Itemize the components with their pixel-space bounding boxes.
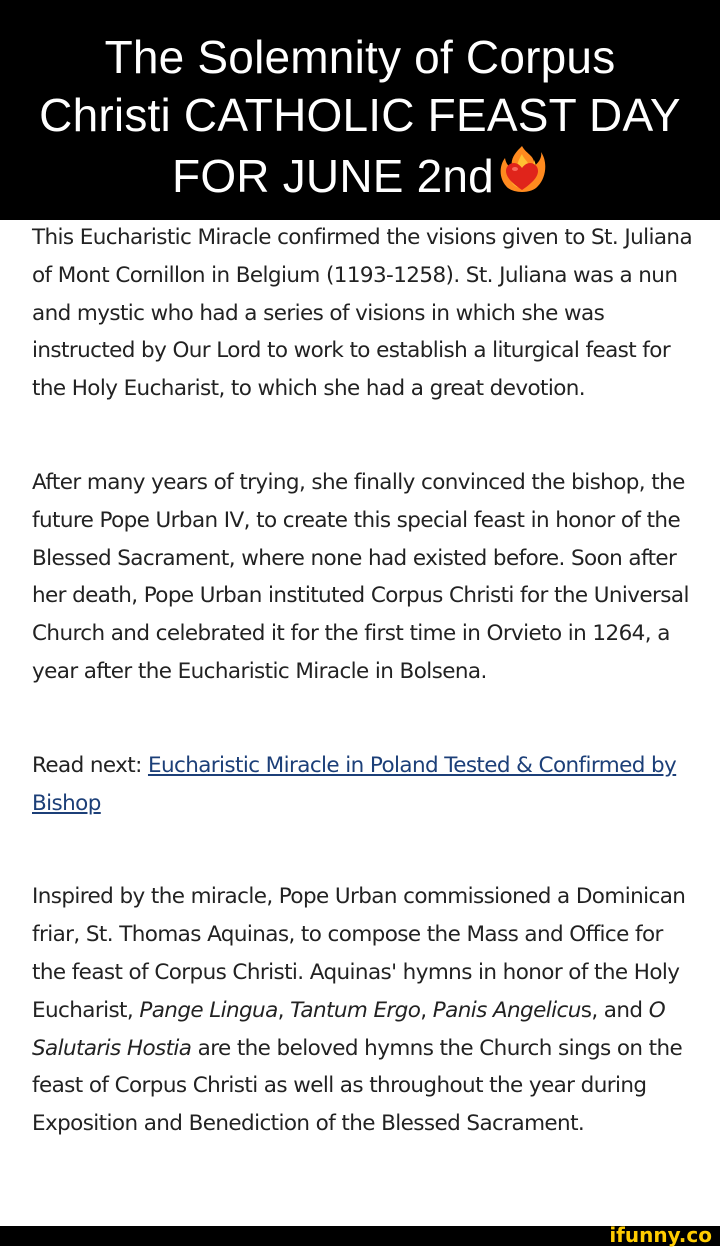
hymn-panis-angelicus: Panis Angelicu	[432, 997, 581, 1023]
paragraph-pope-urban: After many years of trying, she finally convinced the bishop, the future Pope Urban IV, to create this special feast in honor of the Blessed Sacrament, where none had existed before. Soon after her death, Pope Urban instituted Corpus Christi for the Universal Church and celebrated it for the first time in Orvieto in 1264, a year after the Eucharistic Miracle in Bolsena.	[32, 469, 689, 684]
read-next-link[interactable]: Eucharistic Miracle in Poland Tested & Confirmed by Bishop	[32, 752, 677, 816]
title-line-1: The Solemnity of Corpus	[104, 31, 616, 83]
aquinas-text-1: Inspired by the miracle, Pope Urban commissioned a Dominican friar, St. Thomas Aquinas, to compose the Mass and Office for the feast of Corpus Christi. Aquinas' hymns in honor of the Holy Eucharist,	[32, 884, 686, 1023]
title-line-3: FOR JUNE 2nd	[172, 150, 494, 202]
ifunny-watermark: ifunny.co	[609, 1223, 712, 1247]
hymn-tantum-ergo: Tantum Ergo	[290, 997, 421, 1023]
paragraph-juliana: This Eucharistic Miracle confirmed the visions given to St. Juliana of Mont Cornillon in Belgium (1193-1258). St. Juliana was a nun and mystic who had a series of visions in which she was instructed by Our Lord to work to establish a liturgical feast for the Holy Eucharist, to which she had a great devotion.	[32, 225, 693, 402]
article-body	[32, 219, 697, 1143]
title-line-2: Christi CATHOLIC FEAST DAY	[39, 89, 681, 141]
read-next-label: Read next:	[32, 752, 142, 778]
hymn-o-salutaris-hostia: O Salutaris Hostia	[32, 997, 666, 1061]
title-banner	[0, 0, 720, 220]
hymn-pange-lingua: Pange Lingua	[139, 997, 278, 1023]
aquinas-text-2: are the beloved hymns the Church sings on the feast of Corpus Christi as well as throughout the year during Exposition and Benediction of the Blessed Sacrament.	[32, 1035, 683, 1137]
page-title	[0, 28, 720, 211]
paragraph-aquinas: Inspired by the miracle, Pope Urban commissioned a Dominican friar, St. Thomas Aquinas, to compose the Mass and Office for the feast of Corpus Christi. Aquinas' hymns in honor of the Holy Eucharist, Pange Lingua, Tantum Ergo, Panis Angelicus, and O Salutaris Hostia are the beloved hymns the Church sings on the feast of Corpus Christi as well as throughout the year during Exposition and Benediction of the Blessed Sacrament.	[32, 884, 686, 1137]
fire-heart-icon	[496, 144, 548, 211]
read-next	[32, 747, 697, 823]
